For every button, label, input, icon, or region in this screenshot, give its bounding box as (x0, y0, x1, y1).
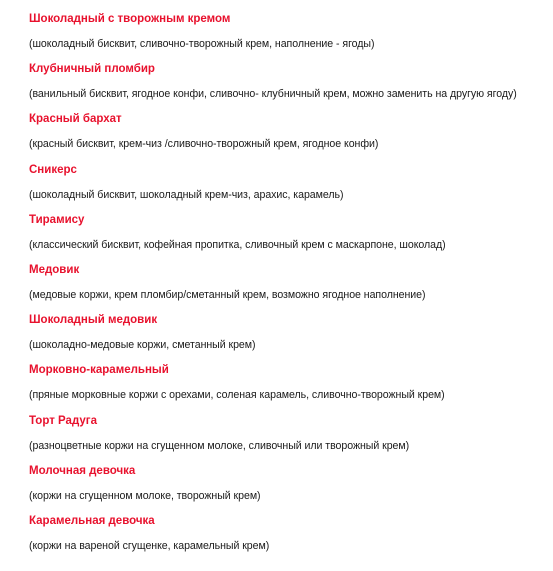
dessert-description: (красный бисквит, крем-чиз /сливочно-творожный крем, ягодное конфи) (29, 138, 379, 151)
dessert-description: (шоколадно-медовые коржи, сметанный крем) (29, 339, 256, 352)
dessert-description: (коржи на вареной сгущенке, карамельный крем) (29, 539, 270, 552)
dessert-entry (29, 11, 545, 61)
dessert-description: (медовые коржи, крем пломбир/сметанный крем, возможно ягодное наполнение) (29, 288, 426, 301)
dessert-entry (29, 61, 545, 111)
dessert-entry (29, 262, 545, 312)
dessert-description: (шоколадный бисквит, шоколадный крем-чиз, арахис, карамель) (29, 188, 344, 201)
dessert-entry (29, 212, 545, 262)
dessert-entry (29, 362, 545, 412)
dessert-entry (29, 312, 545, 362)
dessert-title: Торт Радуга (29, 414, 97, 427)
dessert-title: Карамельная девочка (29, 514, 155, 527)
dessert-title: Шоколадный медовик (29, 314, 158, 327)
dessert-entry (29, 513, 545, 563)
dessert-entry (29, 413, 545, 463)
dessert-description: (коржи на сгущенном молоке, творожный крем) (29, 489, 261, 502)
dessert-description: (ванильный бисквит, ягодное конфи, сливочно- клубничный крем, можно заменить на другую ягоду) (29, 88, 517, 101)
dessert-title: Молочная девочка (29, 464, 136, 477)
dessert-description: (разноцветные коржи на сгущенном молоке, сливочный или творожный крем) (29, 439, 410, 452)
dessert-description: (пряные морковные коржи с орехами, соленая карамель, сливочно-творожный крем) (29, 389, 445, 402)
dessert-title: Красный бархат (29, 113, 122, 126)
dessert-description: (шоколадный бисквит, сливочно-творожный крем, наполнение - ягоды) (29, 38, 375, 50)
dessert-menu-document (29, 11, 545, 563)
dessert-title: Медовик (29, 263, 80, 276)
dessert-entry (29, 463, 545, 513)
dessert-title: Морковно-карамельный (29, 364, 169, 377)
dessert-title: Сникерс (29, 163, 77, 176)
dessert-entry (29, 162, 545, 212)
dessert-title: Тирамису (29, 213, 85, 226)
dessert-description: (классический бисквит, кофейная пропитка, сливочный крем с маскарпоне, шоколад) (29, 238, 446, 251)
dessert-entry (29, 111, 545, 161)
dessert-title: Шоколадный с творожным кремом (29, 13, 231, 25)
dessert-title: Клубничный пломбир (29, 63, 155, 76)
